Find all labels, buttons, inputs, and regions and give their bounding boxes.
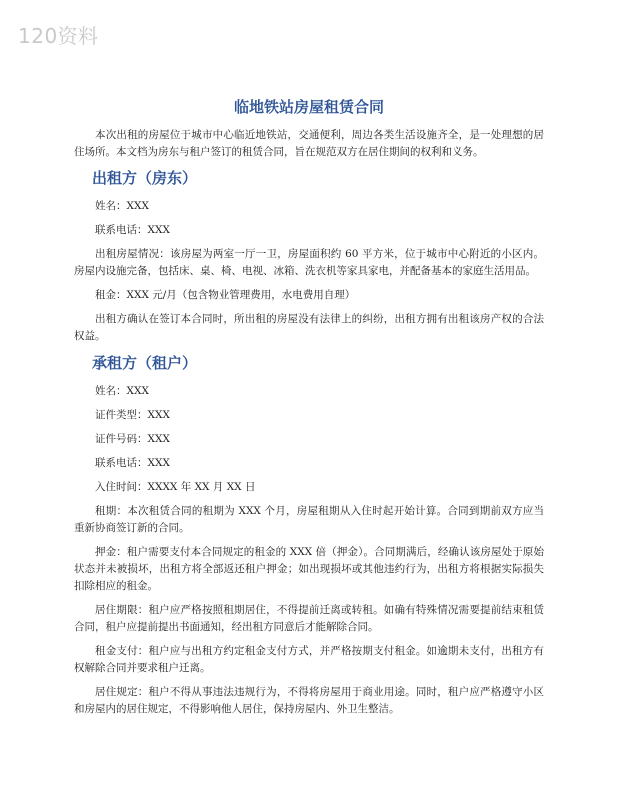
intro-paragraph: 本次出租的房屋位于城市中心临近地铁站，交通便利，周边各类生活设施齐全，是一处理想的居住场所。本文档为房东与租户签订的租赁合同，旨在规范双方在居住期间的权利和义务。 [74,129,544,158]
residence-period-clause: 居住期限：租户应严格按照租期居住，不得提前迁离或转租。如确有特殊情况需要提前结束租赁合同，租户应提前提出书面通知，经出租方同意后才能解除合同。 [74,604,544,633]
watermark-logo: 120资料 [18,24,99,48]
document-page [74,96,544,725]
tenant-phone: 联系电话：XXX [95,457,170,469]
ownership-statement: 出租方确认在签订本合同时，所出租的房屋没有法律上的纠纷，出租方拥有出租该房产权的合法权益。 [74,313,544,342]
lease-term-clause: 租期：本次租赁合同的租期为 XXX 个月，房屋租期从入住时起开始计算。合同到期前双方应当重新协商签订新的合同。 [74,505,544,534]
deposit-clause: 押金：租户需要支付本合同规定的租金的 XXX 倍（押金）。合同期满后，经确认该房屋处于原始状态并未被损坏，出租方将全部返还租户押金；如出现损坏或其他违约行为，出租方将根据实际损失扣除相应的租金。 [74,546,544,592]
move-in-date: 入住时间：XXXX 年 XX 月 XX 日 [95,481,256,493]
tenant-name: 姓名：XXX [95,385,149,397]
tenant-id-number: 证件号码：XXX [95,433,170,445]
landlord-phone: 联系电话：XXX [95,224,170,236]
house-description: 出租房屋情况：该房屋为两室一厅一卫，房屋面积约 60 平方米，位于城市中心附近的小区内。房屋内设施完备，包括床、桌、椅、电视、冰箱、洗衣机等家具家电，并配备基本的家庭生活用品。 [74,248,544,277]
residence-rules-clause: 居住规定：租户不得从事违法违规行为，不得将房屋用于商业用途。同时，租户应严格遵守小区和房屋内的居住规定，不得影响他人居住，保持房屋内、外卫生整洁。 [74,686,544,715]
landlord-heading: 出租方（房东） [92,169,198,187]
document-title: 临地铁站房屋租赁合同 [233,98,384,116]
rent-amount: 租金：XXX 元/月（包含物业管理费用，水电费用自理） [95,289,356,301]
tenant-id-type: 证件类型：XXX [95,409,170,421]
tenant-heading: 承租方（租户） [92,354,198,372]
rent-payment-clause: 租金支付：租户应与出租方约定租金支付方式，并严格按期支付租金。如逾期未支付，出租方有权解除合同并要求租户迁离。 [74,645,544,674]
landlord-name: 姓名：XXX [95,200,149,212]
